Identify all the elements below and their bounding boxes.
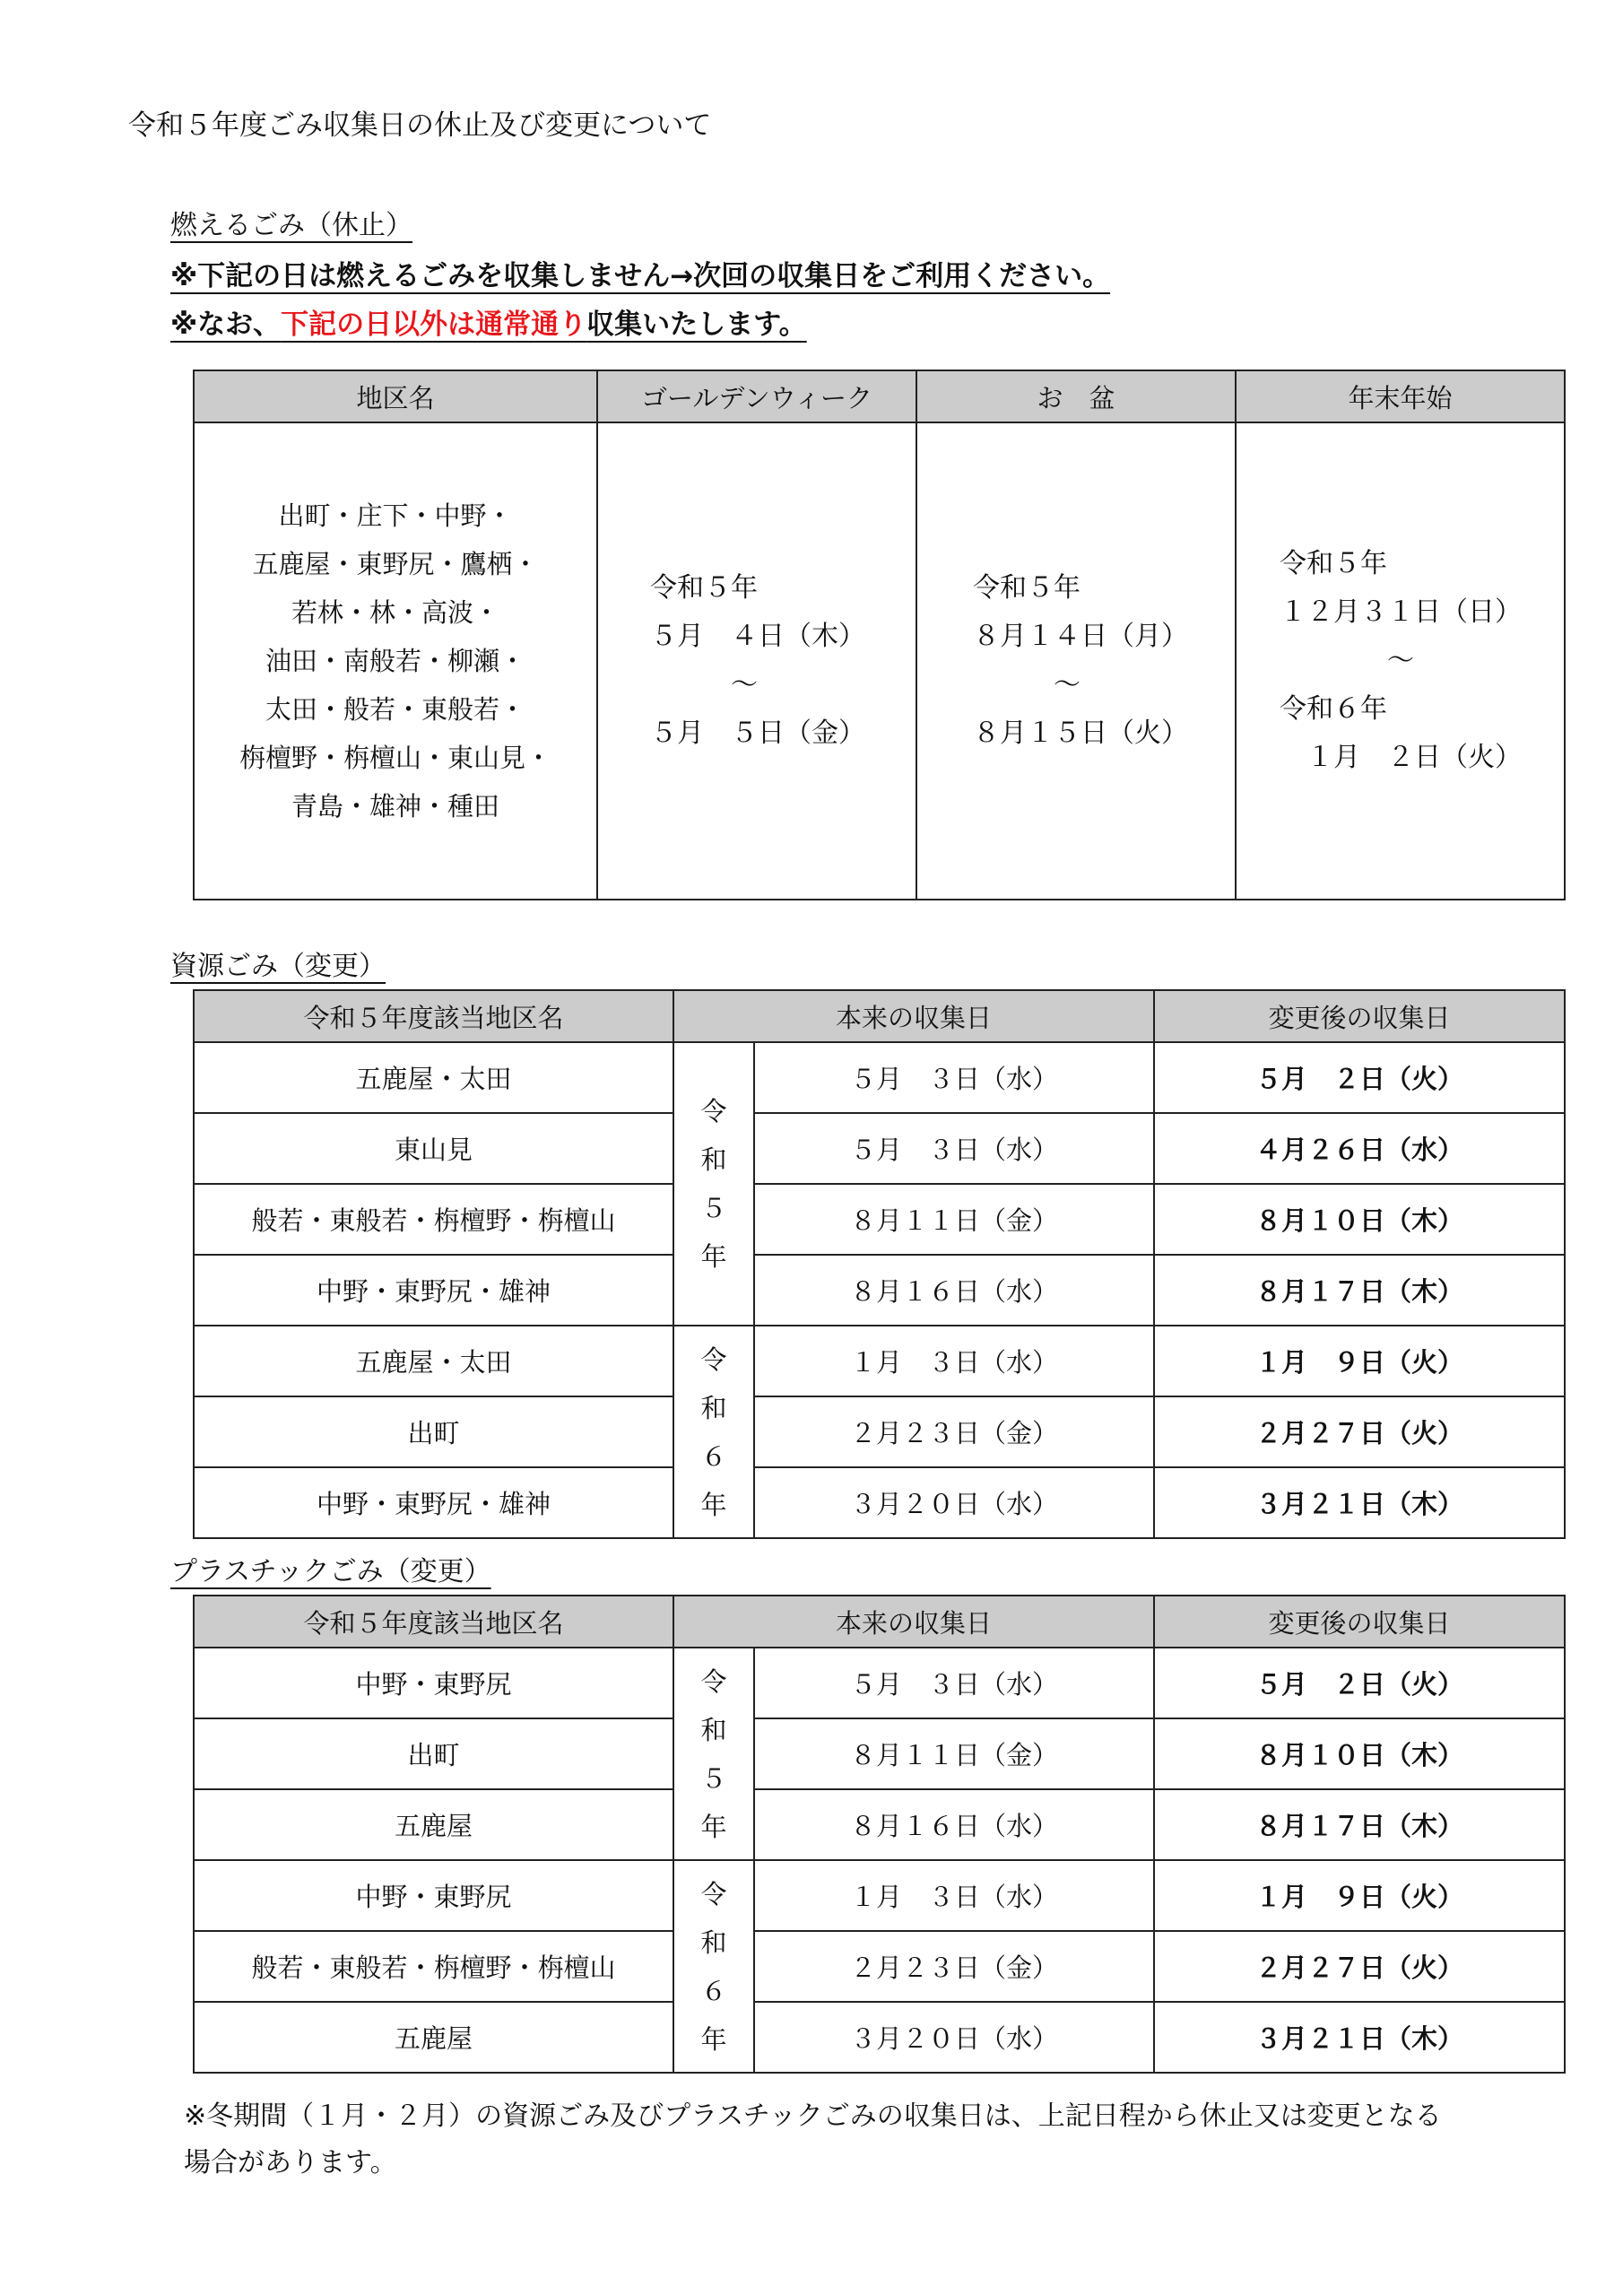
date-line: ～	[973, 669, 1081, 700]
table-row	[194, 1184, 1565, 1255]
changed-date-cell: ５月 ２日（火）	[1154, 1648, 1565, 1718]
era-char: ６	[700, 1975, 727, 2006]
changed-date-cell: ５月 ２日（火）	[1154, 1042, 1565, 1113]
area-cell: 出町	[194, 1718, 673, 1789]
area-cell: 般若・東般若・栴檀野・栴檀山	[194, 1184, 673, 1255]
footnote-line: ※冬期間（１月・２月）の資源ごみ及びプラスチックごみの収集日は、上記日程から休止又は変更となる	[184, 2100, 1442, 2132]
original-date-cell: ２月２３日（金）	[754, 1931, 1154, 2002]
table-row	[194, 1931, 1565, 2002]
original-date-cell: ８月１６日（水）	[754, 1789, 1154, 1860]
area-line: 太田・般若・東般若・	[265, 694, 525, 725]
resource-table	[193, 989, 1566, 1539]
plastic-table	[193, 1595, 1566, 2074]
table-row	[194, 1860, 1565, 1931]
changed-date-cell: ８月１７日（木）	[1154, 1255, 1565, 1326]
date-line: １２月３１日（日）	[1280, 596, 1522, 628]
table-row	[194, 1113, 1565, 1184]
plastic-heading: プラスチックごみ（変更）	[170, 1556, 491, 1587]
date-line: １月 ２日（火）	[1280, 742, 1522, 773]
table-row	[194, 1789, 1565, 1860]
area-line: 油田・南般若・柳瀬・	[265, 646, 525, 676]
table-row	[194, 1255, 1565, 1326]
era-char: 年	[700, 1241, 727, 1272]
changed-date-cell: ２月２７日（火）	[1154, 1396, 1565, 1467]
era-char: ６	[700, 1440, 727, 1472]
area-cell: 東山見	[194, 1113, 673, 1184]
table-row	[194, 1648, 1565, 1718]
era-cell-r5	[673, 1042, 754, 1326]
original-date-cell: ５月 ３日（水）	[754, 1113, 1154, 1184]
table-row	[194, 1467, 1565, 1538]
header-area: 令和５年度該当地区名	[194, 1596, 673, 1648]
era-char: 和	[700, 1144, 727, 1175]
date-line: 令和６年	[1280, 693, 1387, 725]
burnable-table	[193, 370, 1566, 900]
year-end-dates	[1236, 422, 1565, 900]
era-char: 令	[700, 1096, 727, 1126]
original-date-cell: ５月 ３日（水）	[754, 1042, 1154, 1113]
area-cell: 五鹿屋	[194, 2002, 673, 2073]
original-date-cell: ８月１１日（金）	[754, 1718, 1154, 1789]
changed-date-cell: ８月１０日（木）	[1154, 1718, 1565, 1789]
notice-prefix: ※なお、	[170, 309, 282, 341]
date-line: ～	[650, 669, 758, 700]
header-original-date: 本来の収集日	[673, 1596, 1154, 1648]
era-char: 令	[700, 1878, 727, 1909]
area-cell: 五鹿屋・太田	[194, 1326, 673, 1396]
header-changed-date: 変更後の収集日	[1154, 990, 1565, 1042]
plastic-header-row	[194, 1596, 1565, 1648]
area-cell: 中野・東野尻・雄神	[194, 1467, 673, 1538]
date-line: ～	[1280, 645, 1414, 676]
notice-suffix: 収集いたします。	[586, 309, 807, 341]
area-list	[194, 422, 597, 900]
header-golden-week: ゴールデンウィーク	[597, 370, 916, 422]
era-char: ５	[700, 1762, 727, 1794]
original-date-cell: ３月２０日（水）	[754, 2002, 1154, 2073]
footnote	[184, 2093, 1565, 2187]
table-row	[194, 1042, 1565, 1113]
date-line: ５月 ５日（金）	[650, 718, 865, 749]
era-cell-r6	[673, 1860, 754, 2073]
era-char: 和	[700, 1714, 727, 1745]
date-line: 令和５年	[650, 572, 758, 604]
date-line: 令和５年	[1280, 548, 1387, 579]
burnable-row	[194, 422, 1565, 900]
changed-date-cell: １月 ９日（火）	[1154, 1326, 1565, 1396]
era-char: 和	[700, 1926, 727, 1958]
changed-date-cell: １月 ９日（火）	[1154, 1860, 1565, 1931]
header-area: 地区名	[194, 370, 597, 422]
changed-date-cell: ３月２１日（木）	[1154, 1467, 1565, 1538]
original-date-cell: ８月１６日（水）	[754, 1255, 1154, 1326]
era-char: 和	[700, 1392, 727, 1423]
header-changed-date: 変更後の収集日	[1154, 1596, 1565, 1648]
resource-header-row	[194, 990, 1565, 1042]
era-char: 年	[700, 1811, 727, 1842]
changed-date-cell: ３月２１日（木）	[1154, 2002, 1565, 2073]
table-row	[194, 1396, 1565, 1467]
header-obon: お 盆	[916, 370, 1236, 422]
era-char: 令	[700, 1344, 727, 1375]
page-title: 令和５年度ごみ収集日の休止及び変更について	[128, 109, 712, 142]
area-cell: 五鹿屋・太田	[194, 1042, 673, 1113]
original-date-cell: １月 ３日（水）	[754, 1326, 1154, 1396]
era-char: 年	[700, 1489, 727, 1520]
notice-highlight: 下記の日以外は通常通り	[281, 309, 587, 341]
area-cell: 出町	[194, 1396, 673, 1467]
area-line: 出町・庄下・中野・	[278, 500, 513, 531]
era-cell-r5	[673, 1648, 754, 1860]
obon-dates	[916, 422, 1236, 900]
area-cell: 五鹿屋	[194, 1789, 673, 1860]
area-line: 若林・林・高波・	[291, 597, 499, 628]
table-row	[194, 2002, 1565, 2073]
burnable-notice-1: ※下記の日は燃えるごみを収集しません→次回の収集日をご利用ください。	[170, 260, 1111, 292]
table-row	[194, 1326, 1565, 1396]
resource-heading: 資源ごみ（変更）	[170, 951, 386, 982]
burnable-header-row	[194, 370, 1565, 422]
header-area: 令和５年度該当地区名	[194, 990, 673, 1042]
area-cell: 中野・東野尻	[194, 1860, 673, 1931]
date-line: ５月 ４日（木）	[650, 621, 865, 652]
area-line: 青島・雄神・種田	[291, 791, 499, 822]
original-date-cell: ５月 ３日（水）	[754, 1648, 1154, 1718]
date-line: 令和５年	[973, 572, 1081, 604]
original-date-cell: ２月２３日（金）	[754, 1396, 1154, 1467]
original-date-cell: ８月１１日（金）	[754, 1184, 1154, 1255]
era-cell-r6	[673, 1326, 754, 1538]
header-original-date: 本来の収集日	[673, 990, 1154, 1042]
footnote-line: 場合があります。	[184, 2147, 397, 2179]
burnable-notice-2	[170, 301, 807, 342]
original-date-cell: １月 ３日（水）	[754, 1860, 1154, 1931]
era-char: ５	[700, 1193, 727, 1223]
changed-date-cell: ８月１０日（木）	[1154, 1184, 1565, 1255]
changed-date-cell: ２月２７日（火）	[1154, 1931, 1565, 2002]
burnable-heading: 燃えるごみ（休止）	[170, 210, 412, 241]
area-line: 栴檀野・栴檀山・東山見・	[239, 743, 551, 773]
original-date-cell: ３月２０日（水）	[754, 1467, 1154, 1538]
era-char: 年	[700, 2023, 727, 2055]
date-line: ８月１４日（月）	[973, 621, 1188, 652]
table-row	[194, 1718, 1565, 1789]
area-cell: 中野・東野尻	[194, 1648, 673, 1718]
golden-week-dates	[597, 422, 916, 900]
area-cell: 般若・東般若・栴檀野・栴檀山	[194, 1931, 673, 2002]
era-char: 令	[700, 1665, 727, 1697]
header-year-end: 年末年始	[1236, 370, 1565, 422]
date-line: ８月１５日（火）	[973, 718, 1188, 749]
area-line: 五鹿屋・東野尻・鷹栖・	[252, 549, 539, 579]
area-cell: 中野・東野尻・雄神	[194, 1255, 673, 1326]
changed-date-cell: ８月１７日（木）	[1154, 1789, 1565, 1860]
changed-date-cell: ４月２６日（水）	[1154, 1113, 1565, 1184]
